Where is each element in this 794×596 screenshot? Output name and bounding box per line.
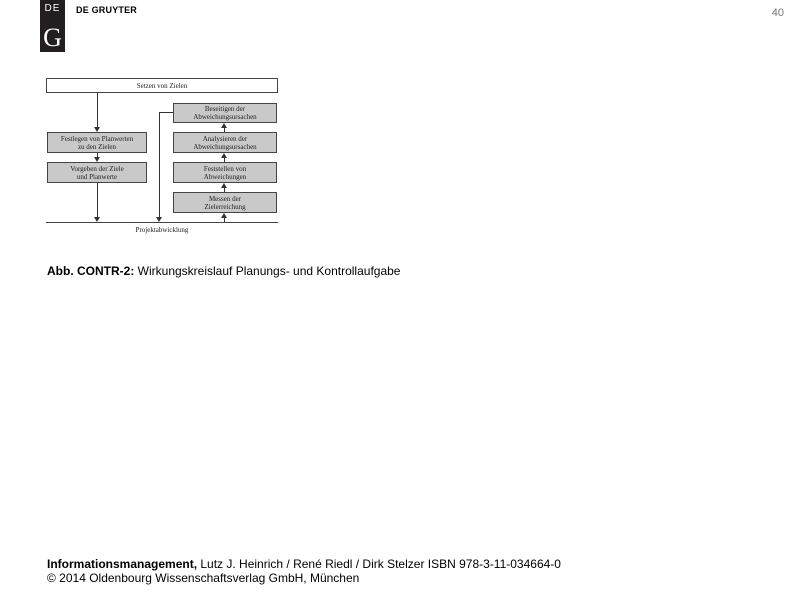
arrow-down-icon bbox=[94, 127, 100, 132]
right-box-detect-deviations-label: Feststellen von Abweichungen bbox=[203, 164, 247, 181]
book-title: Informationsmanagement, bbox=[47, 557, 198, 571]
left-box-set-goals-label: Vorgeben der Ziele und Planwerte bbox=[70, 164, 124, 181]
arrow-up-icon bbox=[221, 153, 227, 158]
connector-line bbox=[224, 158, 225, 162]
connector-line bbox=[224, 218, 225, 222]
connector-line bbox=[97, 183, 98, 217]
right-box-eliminate-causes bbox=[173, 103, 277, 123]
right-box-measure-achievement bbox=[173, 192, 277, 213]
left-box-plan-values-label: Festlegen von Planwerten zu den Zielen bbox=[60, 134, 134, 151]
goal-setting-bar bbox=[46, 78, 278, 93]
project-execution-bar bbox=[46, 222, 278, 237]
publisher-name: DE GRUYTER bbox=[76, 5, 138, 15]
figure-caption-text: Wirkungskreislauf Planungs- und Kontrollaufgabe bbox=[134, 264, 401, 278]
connector-line bbox=[224, 188, 225, 192]
arrow-down-icon bbox=[94, 217, 100, 222]
control-loop-diagram bbox=[46, 78, 279, 238]
right-box-eliminate-causes-label: Beseitigen der Abweichungsursachen bbox=[193, 105, 257, 121]
figure-caption-label: Abb. CONTR-2: bbox=[47, 264, 135, 278]
book-citation bbox=[47, 557, 561, 571]
de-gruyter-logo bbox=[40, 0, 65, 52]
connector-line bbox=[159, 112, 160, 217]
arrow-up-icon bbox=[221, 183, 227, 188]
right-box-analyse-causes-label: Analysieren der Abweichungsursachen bbox=[193, 134, 257, 151]
connector-line bbox=[97, 93, 98, 127]
connector-line bbox=[224, 128, 225, 132]
arrow-down-icon bbox=[94, 157, 100, 162]
right-box-measure-achievement-label: Messen der Zielerreichung bbox=[204, 194, 246, 211]
connector-line bbox=[159, 112, 173, 113]
goal-setting-label: Setzen von Zielen bbox=[136, 81, 188, 90]
arrow-up-icon bbox=[221, 213, 227, 218]
book-authors-isbn: Lutz J. Heinrich / René Riedl / Dirk Stelzer ISBN 978-3-11-034664-0 bbox=[197, 557, 561, 571]
right-box-analyse-causes bbox=[173, 132, 277, 153]
page-number: 40 bbox=[771, 7, 784, 19]
arrow-up-icon bbox=[221, 123, 227, 128]
logo-letter: G bbox=[43, 23, 62, 52]
figure-caption bbox=[47, 264, 400, 278]
right-box-detect-deviations bbox=[173, 162, 277, 183]
logo-text-top: DE bbox=[44, 3, 61, 14]
left-box-plan-values bbox=[47, 132, 147, 153]
copyright-line: © 2014 Oldenbourg Wissenschaftsverlag GmbH, München bbox=[47, 571, 360, 585]
project-execution-label: Projektabwicklung bbox=[135, 226, 189, 234]
arrow-down-icon bbox=[156, 217, 162, 222]
left-box-set-goals bbox=[47, 162, 147, 183]
